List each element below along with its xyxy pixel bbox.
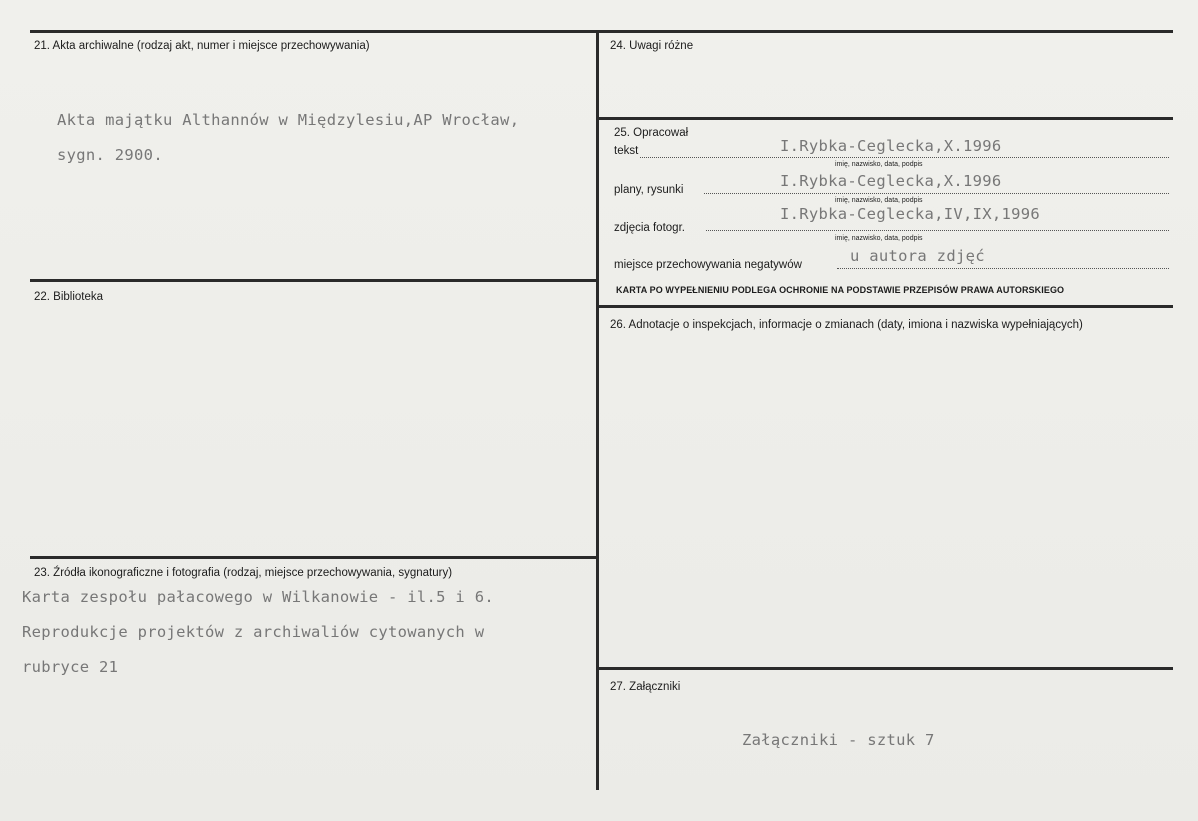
- tekst-label: tekst: [614, 145, 639, 157]
- section-22-label: 22. Biblioteka: [34, 291, 104, 303]
- section-23-label: 23. Źródła ikonograficzne i fotografia (rodzaj, miejsce przechowywania, sygnatury): [34, 567, 453, 579]
- section-25-label: 25. Opracował: [614, 127, 689, 139]
- section-26-label: 26. Adnotacje o inspekcjach, informacje o zmianach (daty, imiona i nazwiska wypełniających): [610, 319, 1083, 331]
- zdjecia-caption: imię, nazwisko, data, podpis: [835, 235, 923, 242]
- zdjecia-label: zdjęcia fotogr.: [614, 222, 685, 234]
- section-24-label: 24. Uwagi różne: [610, 40, 694, 52]
- rule-25-26: [598, 305, 1173, 308]
- plany-dotted-line: [704, 193, 1169, 194]
- section-27-value: Załączniki - sztuk 7: [742, 731, 935, 749]
- tekst-caption: imię, nazwisko, data, podpis: [835, 161, 923, 168]
- section-21-line-1: Akta majątku Althannów w Międzylesiu,AP Wrocław,: [57, 111, 520, 129]
- negatives-value: u autora zdjęć: [850, 247, 985, 265]
- rule-24-25: [598, 117, 1173, 120]
- section-23-line-2: Reprodukcje projektów z archiwaliów cytowanych w: [22, 623, 485, 641]
- zdjecia-dotted-line: [706, 230, 1169, 231]
- section-23-line-1: Karta zespołu pałacowego w Wilkanowie - il.5 i 6.: [22, 588, 494, 606]
- section-21-label: 21. Akta archiwalne (rodzaj akt, numer i miejsce przechowywania): [34, 40, 370, 52]
- rule-26-27: [598, 667, 1173, 670]
- top-rule: [30, 30, 1173, 33]
- section-23-line-3: rubryce 21: [22, 658, 119, 676]
- zdjecia-value: I.Rybka-Ceglecka,IV,IX,1996: [780, 205, 1041, 223]
- tekst-value: I.Rybka-Ceglecka,X.1996: [780, 137, 1002, 155]
- copyright-notice: KARTA PO WYPEŁNIENIU PODLEGA OCHRONIE NA PODSTAWIE PRZEPISÓW PRAWA AUTORSKIEGO: [616, 285, 1065, 295]
- plany-label: plany, rysunki: [614, 184, 684, 196]
- negatives-label: miejsce przechowywania negatywów: [614, 259, 802, 271]
- plany-value: I.Rybka-Ceglecka,X.1996: [780, 172, 1002, 190]
- plany-caption: imię, nazwisko, data, podpis: [835, 197, 923, 204]
- center-divider: [596, 30, 599, 790]
- rule-21-22: [30, 279, 598, 282]
- section-21-line-2: sygn. 2900.: [57, 146, 163, 164]
- negatives-dotted-line: [837, 268, 1169, 269]
- rule-22-23: [30, 556, 598, 559]
- section-27-label: 27. Załączniki: [610, 681, 681, 693]
- tekst-dotted-line: [640, 157, 1169, 158]
